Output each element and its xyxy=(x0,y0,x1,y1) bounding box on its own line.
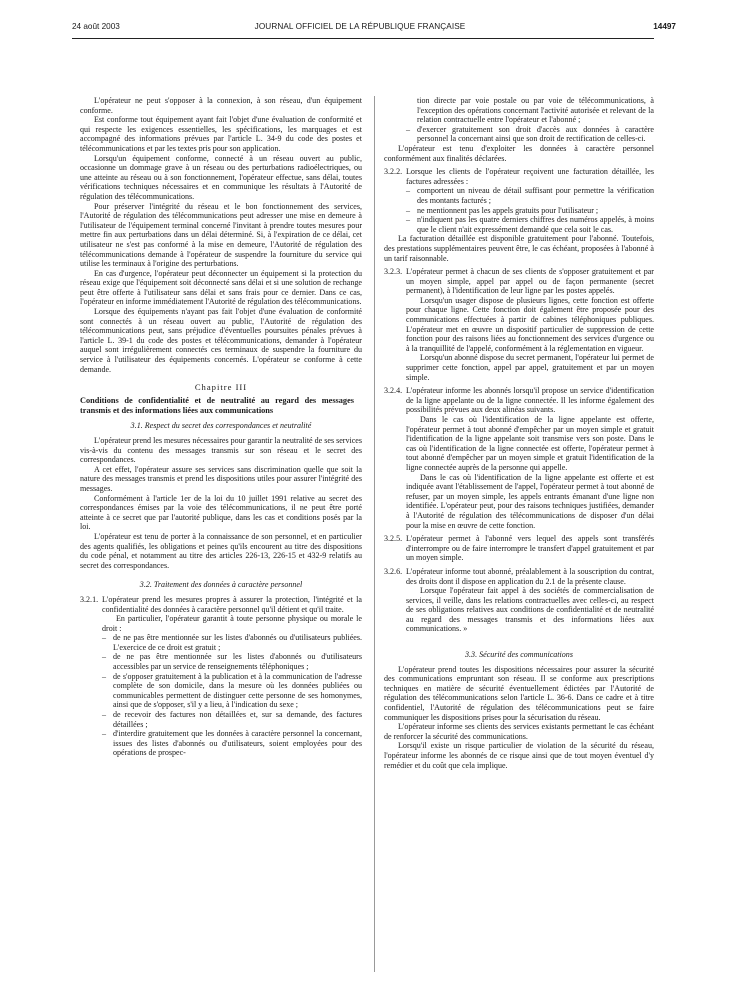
clause-3-2-4 xyxy=(384,386,654,415)
invoice-list xyxy=(384,186,654,234)
paragraph: En cas d'urgence, l'opérateur peut déconnecter un équipement si la protection du réseau exige que l'équipement soit déconnecté sans délai et si une solution de rechange peut être offerte à l'utilisateur sans délai et sans frais pour ce dernier. Dans ce cas, l'opérateur en informe immédiatement l'Autorité de régulation des télécommunications. xyxy=(80,268,362,307)
clause-number: 3.2.6. xyxy=(384,566,403,576)
clause-3-2-2 xyxy=(384,167,654,186)
chapter-heading: Chapitre III xyxy=(194,382,248,393)
clause-3-2-6 xyxy=(384,567,654,586)
paragraph: L'opérateur ne peut s'opposer à la connexion, à son réseau, d'un équipement conforme. xyxy=(80,96,362,115)
header-date: 24 août 2003 xyxy=(72,22,120,31)
header-rule xyxy=(72,38,654,39)
rights-list-continued xyxy=(384,96,654,144)
paragraph: L'opérateur est tenu de porter à la connaissance de son personnel, et en particulier des agents qualifiés, les obligations et peines qu'ils encourent au titre des dispositions du code pénal, et notamment au titre des articles 226-13, 226-15 et 432-9 relatifs au secret des correspondances. xyxy=(80,531,362,570)
list-item: – comportent un niveau de détail suffisant pour permettre la vérification des montants facturés ; xyxy=(406,186,654,205)
clause-number: 3.2.1. xyxy=(80,594,99,604)
list-item: – de s'opposer gratuitement à la publication et à la communication de l'adresse complète de son domicile, dans la mesure où les données publiées ou communicables permettent de distinguer cette personne de ses homonymes, ainsi que de s'opposer, s'il y a lieu, à l'indication du sexe ; xyxy=(102,672,362,710)
right-column xyxy=(384,96,654,770)
clause-text: L'opérateur permet à chacun de ses clients de s'opposer gratuitement et par un moyen simple, appel par appel ou de façon permanente (secret permanent), à l'identification de leur ligne par les postes appelés. xyxy=(406,267,654,296)
section-title-3-1: 3.1. Respect du secret des correspondances et neutralité xyxy=(130,421,312,431)
paragraph: Lorsque l'opérateur fait appel à des sociétés de commercialisation de services, il veille, dans les relations contractuelles avec celles-ci, au respect de ses obligations relatives aux conditions de confidentialité et de neutralité au regard des messages transmis et des informations liées aux communications. » xyxy=(406,586,654,634)
paragraph: L'opérateur prend les mesures nécessaires pour garantir la neutralité de ses services vis-à-vis du contenu des messages transmis sur son réseau et le secret des correspondances. xyxy=(80,436,363,465)
paragraph: Lorsqu'un abonné dispose du secret permanent, l'opérateur lui permet de supprimer cette fonction, appel par appel, gratuitement et par un moyen simple. xyxy=(406,353,654,382)
clause-text: L'opérateur informe les abonnés lorsqu'il propose un service d'identification de la ligne appelante ou de la ligne connectée. Il les informe également des possibilités prévues aux deux alinéas suivants. xyxy=(406,386,654,415)
clause-number: 3.2.4. xyxy=(384,386,403,396)
header-title: JOURNAL OFFICIEL DE LA RÉPUBLIQUE FRANÇAISE xyxy=(254,22,466,31)
paragraph: Pour préserver l'intégrité du réseau et le bon fonctionnement des services, l'Autorité de régulation des télécommunications peut adresser une mise en demeure à l'utilisateur de l'équipement terminal concerné l'invitant à prendre toutes mesures pour mettre fin aux perturbations dans un délai déterminé. Si, à l'expiration de ce délai, cet utilisateur ne s'est pas conformé à la mise en demeure, l'Autorité de régulation des télécommunications demande à l'opérateur de suspendre la fourniture du service qui utilise les terminaux à l'origine des perturbations. xyxy=(80,201,362,269)
list-item: – d'interdire gratuitement que les données à caractère personnel la concernant, issues des listes d'abonnés ou d'utilisateurs, soient employées pour des opérations de prospec- xyxy=(102,729,362,758)
paragraph: Lorsque des équipements n'ayant pas fait l'objet d'une évaluation de conformité sont connectés à un réseau ouvert au public, l'Autorité de régulation des télécommunications peut, sans préjudice d'éventuelles poursuites pénales prévues à l'article L. 39-1 du code des postes et télécommunications, demander à l'opérateur auquel sont irrégulièrement connectés ces terminaux de suspendre la fourniture du service à l'utilisateur des équipements concernés. L'opérateur se conforme à cette demande. xyxy=(80,307,362,374)
paragraph: La facturation détaillée est disponible gratuitement pour l'abonné. Toutefois, des prestations supplémentaires peuvent être, le cas échéant, proposées à l'abonné à un tarif raisonnable. xyxy=(384,234,654,263)
clause-3-2-1 xyxy=(80,595,362,614)
rights-list xyxy=(80,633,362,758)
clause-text: L'opérateur permet à l'abonné vers lequel des appels sont transférés d'interrompre ou de faire interrompre le transfert d'appel gratuitement et par un moyen simple. xyxy=(406,534,654,563)
list-item: – de ne pas être mentionnée sur les listes d'abonnés ou d'utilisateurs publiées. L'exercice de ce droit est gratuit ; xyxy=(102,633,362,652)
column-divider xyxy=(374,96,375,972)
list-item: – d'exercer gratuitement son droit d'accès aux données à caractère personnel la concernant ainsi que son droit de rectification de celles-ci. xyxy=(406,125,654,144)
list-item: – n'indiquent pas les quatre derniers chiffres des numéros appelés, à moins que le client n'ait expressément demandé que cela soit le cas. xyxy=(406,215,654,234)
paragraph: A cet effet, l'opérateur assure ses services sans discrimination quelle que soit la nature des messages transmis et prend les dispositions utiles pour assurer l'intégrité des messages. xyxy=(80,464,362,493)
clause-number: 3.2.5. xyxy=(384,534,403,544)
header-page-number: 14497 xyxy=(653,22,676,31)
clause-number: 3.2.3. xyxy=(384,267,403,277)
clause-3-2-5 xyxy=(384,534,654,563)
paragraph: L'opérateur est tenu d'exploiter les données à caractère personnel conformément aux finalités déclarées. xyxy=(384,143,654,163)
paragraph: Lorsqu'un usager dispose de plusieurs lignes, cette fonction est offerte pour chaque ligne. Cette fonction doit également être proposée pour des communications effectuées à partir de cabines téléphoniques publiques. L'opérateur met en œuvre un dispositif particulier de suppression de cette fonction pour des raisons liées au fonctionnement des services d'urgence ou à la tranquillité de l'appelé, conformément à la réglementation en vigueur. xyxy=(406,295,654,353)
paragraph: Dans le cas où l'identification de la ligne appelante est offerte et est indiquée avant l'établissement de l'appel, l'opérateur permet à tout abonné de refuser, par un moyen simple, les appels entrants émanant d'une ligne non identifiée. L'opérateur peut, pour des raisons techniques justifiées, demander à l'Autorité de régulation des télécommunications de disposer d'un délai pour la mise en œuvre de cette fonction. xyxy=(406,472,654,530)
clause-3-2-3 xyxy=(384,267,654,296)
left-column xyxy=(80,96,362,758)
paragraph: Est conforme tout équipement ayant fait l'objet d'une évaluation de conformité et qui respecte les exigences essentielles, les spécifications, les marquages et est accompagné des informations prévues par l'article L. 34-9 du code des postes et télécommunications et par les textes pris pour son application. xyxy=(80,115,362,153)
paragraph: L'opérateur prend toutes les dispositions nécessaires pour assurer la sécurité des communications empruntant son réseau. Il se conforme aux prescriptions techniques en matière de sécurité éventuellement édictées par l'Autorité de régulation des télécommunications selon l'article L. 36-6. Dans ce cadre et à titre confidentiel, l'Autorité de régulation des télécommunications peut se faire communiquer les dispositions prises pour la sécurisation du réseau. xyxy=(384,664,654,722)
paragraph: Lorsqu'il existe un risque particulier de violation de la sécurité du réseau, l'opérateur informe les abonnés de ce risque ainsi que de tout moyen éventuel d'y remédier et du coût que cela implique. xyxy=(384,741,654,770)
paragraph: Conformément à l'article 1er de la loi du 10 juillet 1991 relative au secret des correspondances émises par la voie des télécommunications, il ne peut être porté atteinte à ce secret que par l'autorité publique, dans les cas et conditions posés par la loi. xyxy=(80,493,362,532)
paragraph: L'opérateur informe ses clients des services existants permettant le cas échéant de renforcer la sécurité des communications. xyxy=(384,722,654,741)
section-title-3-2: 3.2. Traitement des données à caractère personnel xyxy=(139,580,303,590)
clause-text: Lorsque les clients de l'opérateur reçoivent une facturation détaillée, les factures adressées : xyxy=(406,167,654,186)
section-title-3-3: 3.3. Sécurité des communications xyxy=(465,650,573,660)
paragraph: Dans le cas où l'identification de la ligne appelante est offerte, l'opérateur permet à tout abonné d'empêcher par un moyen simple et gratuit l'identification de la ligne appelante soit transmise vers son poste. Dans le cas où l'identification de la ligne connectée est offerte, l'opérateur permet à tout abonné d'empêcher par un moyen simple et gratuit l'identification de la ligne connectée auprès de la personne qui appelle. xyxy=(406,415,654,472)
clause-text: L'opérateur informe tout abonné, préalablement à la souscription du contrat, des droits dont il dispose en application du 2.1 de la présente clause. xyxy=(406,566,654,586)
page-header xyxy=(72,20,676,34)
list-item: – de ne pas être mentionnée sur les listes d'abonnés ou d'utilisateurs accessibles par un service de renseignements téléphoniques ; xyxy=(102,652,362,671)
clause-text: L'opérateur prend les mesures propres à assurer la protection, l'intégrité et la confidentialité des données à caractère personnel qu'il détient et qu'il traite. xyxy=(102,594,362,614)
paragraph: Lorsqu'un équipement conforme, connecté à un réseau ouvert au public, occasionne un dommage grave à un réseau ou des perturbations radioélectriques, ou une atteinte au réseau ou à son fonctionnement, l'opérateur effectue, sans délai, toutes vérifications techniques nécessaires et en communique les résultats à l'Autorité de régulation des télécommunications. xyxy=(80,153,362,201)
chapter-title: Conditions de confidentialité et de neutralité au regard des messages transmis et des informations liées aux communications xyxy=(80,395,354,415)
list-item: – de recevoir des factures non détaillées et, sur sa demande, des factures détaillées ; xyxy=(102,710,362,729)
list-item: – ne mentionnent pas les appels gratuits pour l'utilisateur ; xyxy=(406,206,654,216)
clause-number: 3.2.2. xyxy=(384,167,403,177)
list-item-continued: tion directe par voie postale ou par voie de télécommunications, à l'exception des opérations concernant l'activité autorisée et relevant de la relation contractuelle entre l'opérateur et l'abonné ; xyxy=(417,96,654,125)
paragraph: En particulier, l'opérateur garantit à toute personne physique ou morale le droit : xyxy=(102,614,362,633)
